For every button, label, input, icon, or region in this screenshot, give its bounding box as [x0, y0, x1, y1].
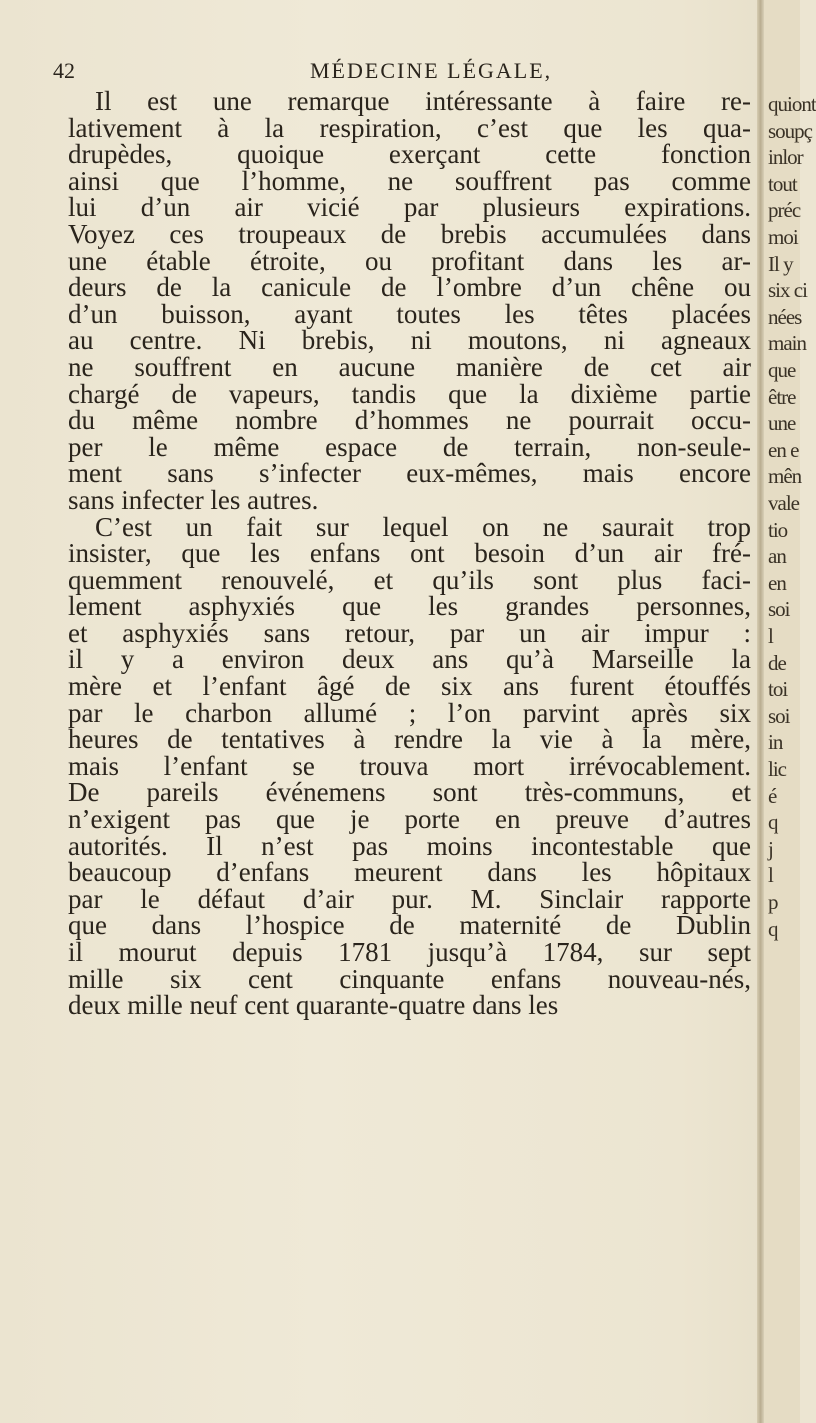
adjacent-page-edge	[764, 0, 816, 1423]
adjacent-page-fragment: moi	[768, 225, 798, 249]
text-line: mère et l’enfant âgé de six ans furent étouffés	[68, 671, 751, 702]
adjacent-page-fragment: in	[768, 730, 783, 755]
adjacent-page-fragment: soupç	[768, 118, 812, 143]
body-text	[68, 88, 751, 1019]
text-line: insister, que les enfans ont besoin d’un air fré-	[68, 538, 751, 569]
adjacent-page-fragment: an	[768, 544, 786, 569]
text-line: ne souffrent en aucune manière de cet air	[68, 351, 751, 382]
adjacent-page-fragment: que	[768, 358, 796, 382]
text-line: lui d’un air vicié par plusieurs expirations.	[68, 192, 751, 223]
running-title: MÉDECINE LÉGALE,	[310, 58, 553, 83]
text-line: mille six cent cinquante enfans nouveau-nés,	[68, 963, 751, 994]
adjacent-page-fragment: en e	[768, 437, 799, 462]
text-line: Il est une remarque intéressante à faire re-	[95, 86, 751, 116]
adjacent-page-fragment: vale	[768, 491, 799, 515]
text-line: C’est un fait sur lequel on ne saurait trop	[95, 511, 751, 542]
adjacent-page-fragment: p	[768, 890, 778, 914]
text-line: il y a environ deux ans qu’à Marseille la	[68, 644, 751, 675]
adjacent-page-fragment: six ci	[768, 278, 807, 303]
adjacent-page-fragment: toi	[768, 677, 788, 702]
adjacent-page-fragment: q	[768, 916, 778, 941]
text-line: il mourut depuis 1781 jusqu’à 1784, sur sept	[68, 937, 751, 967]
adjacent-page-fragment: l	[768, 624, 773, 648]
text-line: drupèdes, quoique exerçant cette fonction	[68, 139, 751, 170]
adjacent-page-fragment: é	[768, 783, 777, 808]
text-line: par le charbon allumé ; l’on parvint après six	[68, 697, 751, 728]
text-line: Voyez ces troupeaux de brebis accumulées dans	[68, 218, 751, 249]
adjacent-page-fragment: préc	[768, 198, 801, 223]
text-line: une étable étroite, ou profitant dans les ar-	[68, 245, 751, 276]
adjacent-page-fragment: main	[768, 331, 806, 356]
text-line: par le défaut d’air pur. M. Sinclair rapporte	[68, 883, 751, 914]
text-line: au centre. Ni brebis, ni moutons, ni agneaux	[68, 325, 751, 356]
text-line: per le même espace de terrain, non-seule-	[68, 431, 751, 462]
adjacent-page-fragment: nées	[768, 304, 802, 329]
text-line: quemment renouvelé, et qu’ils sont plus faci-	[68, 564, 751, 595]
text-line: De pareils événemens sont très-communs, et	[68, 777, 751, 808]
adjacent-page-fragment: lic	[768, 757, 786, 781]
adjacent-page-fragment: en	[768, 570, 786, 595]
text-line: chargé de vapeurs, tandis que la dixième partie	[68, 378, 751, 409]
text-line: autorités. Il n’est pas moins incontestable que	[68, 830, 751, 861]
adjacent-page-fragment: l	[768, 863, 773, 888]
text-line: deurs de la canicule de l’ombre d’un chêne ou	[68, 272, 751, 303]
text-line: n’exigent pas que je porte en preuve d’autres	[68, 804, 751, 835]
text-line: que dans l’hospice de maternité de Dublin	[68, 910, 751, 941]
adjacent-page-fragment: de	[768, 650, 786, 675]
text-line: deux mille neuf cent quarante-quatre dans les	[68, 990, 559, 1021]
text-line: du même nombre d’hommes ne pourrait occu-	[68, 405, 751, 436]
adjacent-page-fragment: tio	[768, 517, 788, 542]
adjacent-page-fragment: tout	[768, 171, 797, 196]
adjacent-page-fragment: mên	[768, 464, 802, 489]
text-line: sans infecter les autres.	[68, 484, 319, 515]
adjacent-page-fragment: soi	[768, 703, 790, 728]
adjacent-page-fragment: être	[768, 384, 796, 409]
adjacent-page-fragment: q	[768, 810, 778, 835]
adjacent-page-fragment: inlor	[768, 145, 803, 170]
text-line: beaucoup d’enfans meurent dans les hôpitaux	[68, 857, 751, 888]
adjacent-page-fragment: j	[768, 836, 773, 861]
adjacent-page-fragment: quiont	[768, 92, 816, 116]
text-line: lativement à la respiration, c’est que les qua-	[68, 112, 751, 143]
adjacent-page-fragment: Il y	[768, 251, 793, 276]
adjacent-page-fragment: une	[768, 411, 796, 436]
text-line: et asphyxiés sans retour, par un air impur :	[68, 617, 751, 648]
text-line: heures de tentatives à rendre la vie à la mère,	[68, 724, 751, 755]
text-line: ment sans s’infecter eux-mêmes, mais encore	[68, 458, 751, 489]
page-number: 42	[53, 58, 75, 83]
text-line: mais l’enfant se trouva mort irrévocablement.	[68, 750, 751, 781]
text-line: lement asphyxiés que les grandes personnes,	[68, 591, 751, 622]
text-line: d’un buisson, ayant toutes les têtes placées	[68, 298, 751, 329]
text-line: ainsi que l’homme, ne souffrent pas comme	[68, 165, 751, 196]
adjacent-page-fragment: soi	[768, 597, 790, 622]
book-gutter	[757, 0, 764, 1423]
